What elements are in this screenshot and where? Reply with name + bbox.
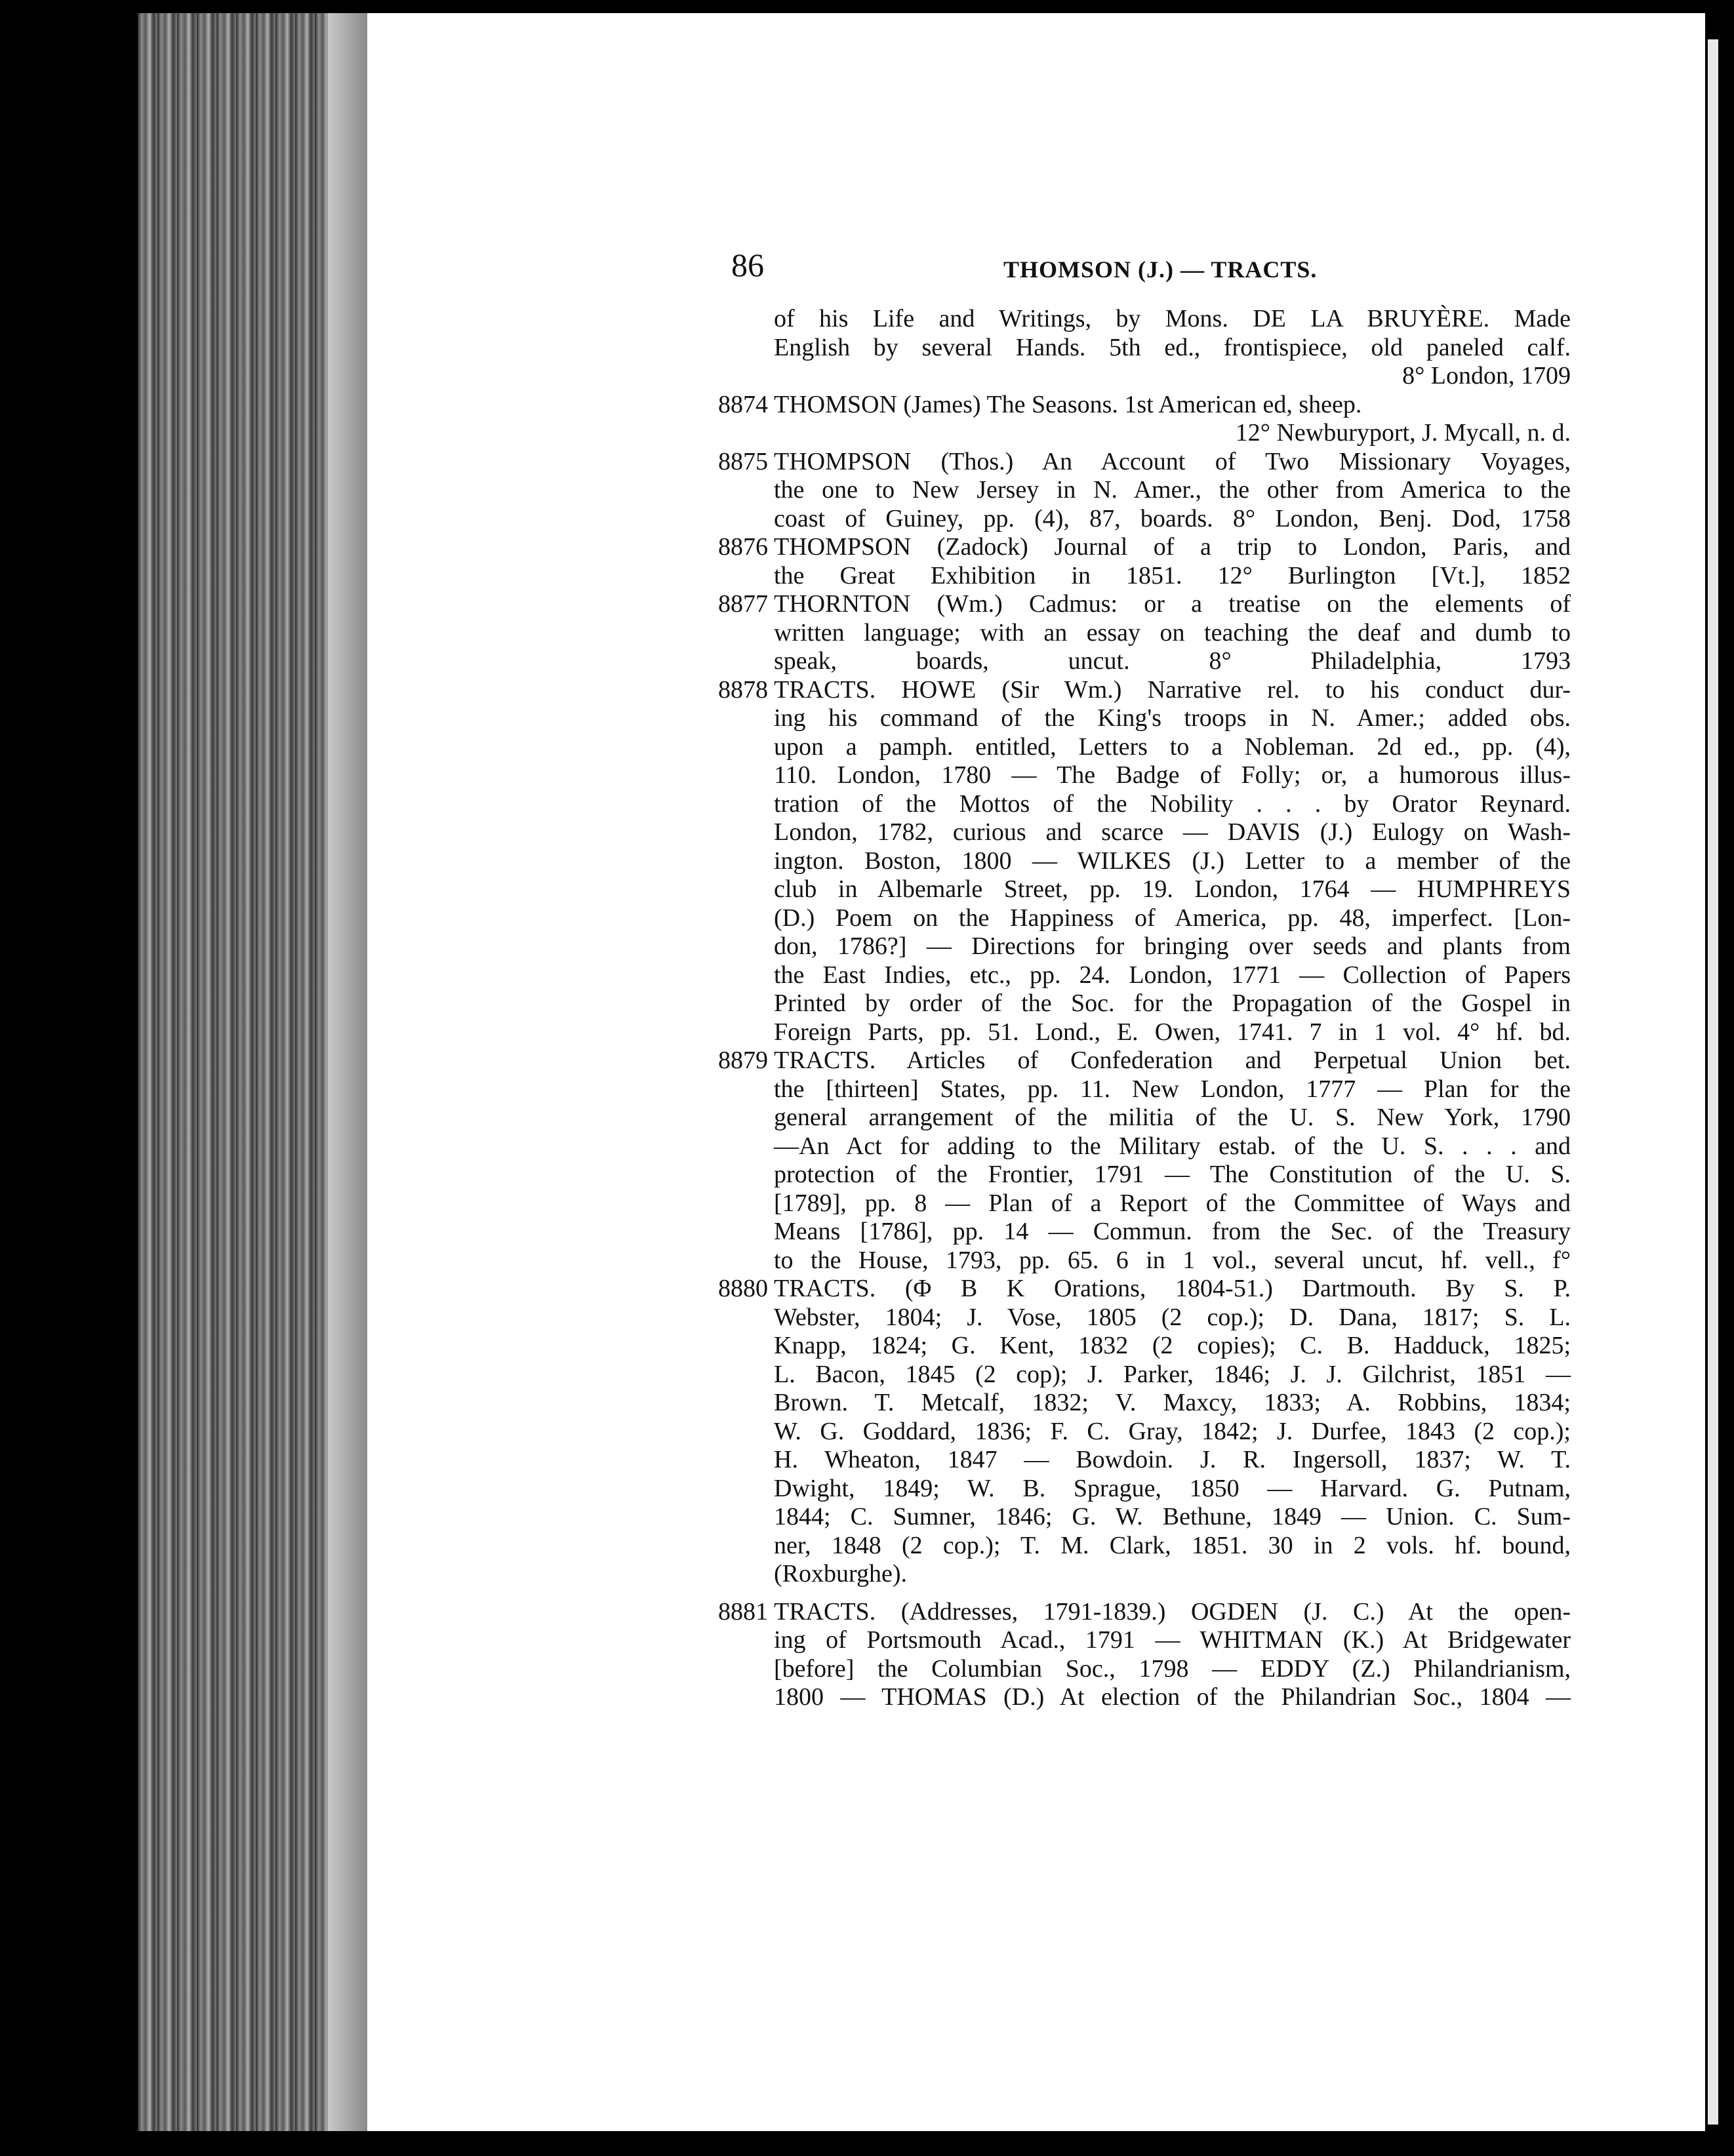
- lot-number: 8876: [718, 533, 768, 561]
- entry-line: [718, 448, 1571, 477]
- line-text: don, 1786?] — Directions for bringing over seeds and plants from: [774, 932, 1571, 960]
- entry-line: [718, 847, 1571, 876]
- line-text: ing his command of the King's troops in N. Amer.; added obs.: [774, 704, 1571, 732]
- line-text: Printed by order of the Soc. for the Propagation of the Gospel in: [774, 989, 1571, 1017]
- entry-line: [718, 704, 1571, 733]
- line-text: [before] the Columbian Soc., 1798 — EDDY (Z.) Philandrianism,: [774, 1654, 1571, 1683]
- entry-line: [718, 1446, 1571, 1475]
- entry-line: [718, 1018, 1571, 1047]
- catalogue-entry: [718, 448, 1571, 534]
- line-text: Dwight, 1849; W. B. Sprague, 1850 — Harvard. G. Putnam,: [774, 1474, 1571, 1502]
- line-text: ing of Portsmouth Acad., 1791 — WHITMAN (K.) At Bridgewater: [774, 1626, 1571, 1654]
- entry-line: [718, 1683, 1571, 1712]
- line-text: (D.) Poem on the Happiness of America, pp. 48, imperfect. [Lon-: [774, 904, 1571, 932]
- line-text: L. Bacon, 1845 (2 cop); J. Parker, 1846; J. J. Gilchrist, 1851 —: [774, 1360, 1571, 1388]
- entry-line: [718, 334, 1571, 363]
- entry-line: [718, 875, 1571, 904]
- line-text: Brown. T. Metcalf, 1832; V. Maxcy, 1833; A. Robbins, 1834;: [774, 1389, 1571, 1416]
- line-text: Foreign Parts, pp. 51. Lond., E. Owen, 1741. 7 in 1 vol. 4° hf. bd.: [774, 1018, 1571, 1046]
- line-text: protection of the Frontier, 1791 — The Constitution of the U. S.: [774, 1161, 1571, 1188]
- catalogue-entry: [718, 391, 1571, 448]
- entry-line: [718, 961, 1571, 990]
- line-text: TRACTS. HOWE (Sir Wm.) Narrative rel. to his conduct dur-: [774, 675, 1571, 704]
- line-text: THOMPSON (Zadock) Journal of a trip to London, Paris, and: [774, 533, 1571, 561]
- entry-line: [718, 619, 1571, 648]
- line-text: Knapp, 1824; G. Kent, 1832 (2 copies); C. B. Hadduck, 1825;: [774, 1332, 1571, 1359]
- line-text: TRACTS. Articles of Confederation and Perpetual Union bet.: [774, 1047, 1571, 1074]
- catalogue-entry: [718, 1275, 1571, 1589]
- entry-line: [718, 1075, 1571, 1104]
- entry-line: [718, 647, 1571, 676]
- catalogue-text: [718, 305, 1571, 1712]
- entry-line: [718, 1626, 1571, 1655]
- entry-line: [718, 1418, 1571, 1447]
- lot-number: 8877: [718, 590, 768, 618]
- entry-line: [718, 562, 1571, 591]
- line-text: coast of Guiney, pp. (4), 87, boards. 8° London, Benj. Dod, 1758: [774, 504, 1571, 532]
- line-text: the one to New Jersey in N. Amer., the other from America to the: [774, 476, 1571, 504]
- entry-line: [718, 362, 1571, 391]
- line-text: written language; with an essay on teaching the deaf and dumb to: [774, 618, 1571, 647]
- entry-line: [718, 1218, 1571, 1247]
- line-text: [1789], pp. 8 — Plan of a Report of the Committee of Ways and: [774, 1189, 1571, 1217]
- entry-line: [718, 932, 1571, 961]
- entry-line: [718, 989, 1571, 1018]
- line-text: Webster, 1804; J. Vose, 1805 (2 cop.); D. Dana, 1817; S. L.: [774, 1303, 1571, 1331]
- line-text: tration of the Mottos of the Nobility . . . by Orator Reynard.: [774, 789, 1571, 818]
- line-text: London, 1782, curious and scarce — DAVIS (J.) Eulogy on Wash-: [774, 818, 1571, 846]
- entry-line: [718, 1361, 1571, 1389]
- line-text: English by several Hands. 5th ed., frontispiece, old paneled calf.: [774, 333, 1571, 361]
- line-text: the [thirteen] States, pp. 11. New London, 1777 — Plan for the: [774, 1075, 1571, 1103]
- entry-line: [718, 419, 1571, 448]
- line-text: W. G. Goddard, 1836; F. C. Gray, 1842; J. Durfee, 1843 (2 cop.);: [774, 1417, 1571, 1445]
- entry-line: [718, 1161, 1571, 1189]
- line-text: ner, 1848 (2 cop.); T. M. Clark, 1851. 30 in 2 vols. hf. bound,: [774, 1531, 1571, 1559]
- entry-line: [718, 1655, 1571, 1684]
- line-text: 1800 — THOMAS (D.) At election of the Philandrian Soc., 1804 —: [774, 1683, 1571, 1711]
- catalogue-entry: [718, 676, 1571, 1047]
- entry-line: [718, 904, 1571, 933]
- line-text: speak, boards, uncut. 8° Philadelphia, 1793: [774, 647, 1571, 675]
- entry-line: [718, 533, 1571, 562]
- entry-line: [718, 761, 1571, 790]
- entry-line: [718, 1389, 1571, 1418]
- catalogue-entry: [718, 1598, 1571, 1712]
- line-text: to the House, 1793, pp. 65. 6 in 1 vol., several uncut, hf. vell., f°: [774, 1246, 1571, 1274]
- line-text: club in Albemarle Street, pp. 19. London, 1764 — HUMPHREYS: [774, 875, 1571, 903]
- entry-line: [718, 1503, 1571, 1532]
- line-text: 12° Newburyport, J. Mycall, n. d.: [1235, 419, 1571, 447]
- line-text: THORNTON (Wm.) Cadmus: or a treatise on the elements of: [774, 590, 1571, 618]
- line-text: the Great Exhibition in 1851. 12° Burlington [Vt.], 1852: [774, 561, 1571, 589]
- entry-line: [718, 1532, 1571, 1561]
- line-text: Means [1786], pp. 14 — Commun. from the Sec. of the Treasury: [774, 1218, 1571, 1245]
- line-text: 1844; C. Sumner, 1846; G. W. Bethune, 1849 — Union. C. Sum-: [774, 1503, 1571, 1530]
- lot-number: 8874: [718, 390, 768, 418]
- line-text: H. Wheaton, 1847 — Bowdoin. J. R. Ingersoll, 1837; W. T.: [774, 1446, 1571, 1473]
- entry-line: [718, 590, 1571, 619]
- entry-gap: [718, 1589, 1571, 1598]
- line-text: upon a pamph. entitled, Letters to a Nobleman. 2d ed., pp. (4),: [774, 732, 1571, 761]
- entry-line: [718, 1475, 1571, 1504]
- entry-line: [718, 818, 1571, 847]
- line-text: of his Life and Writings, by Mons. DE LA BRUYÈRE. Made: [774, 305, 1571, 332]
- line-text: THOMPSON (Thos.) An Account of Two Missionary Voyages,: [774, 447, 1571, 475]
- line-text: the East Indies, etc., pp. 24. London, 1771 — Collection of Papers: [774, 961, 1571, 989]
- lot-number: 8878: [718, 675, 768, 704]
- lot-number: 8881: [718, 1597, 768, 1626]
- entry-line: [718, 733, 1571, 762]
- entry-line: [718, 790, 1571, 819]
- line-text: THOMSON (James) The Seasons. 1st American ed, sheep.: [774, 390, 1362, 418]
- entry-line: [718, 1304, 1571, 1332]
- page-number: 86: [731, 247, 764, 283]
- entry-line: [718, 391, 1571, 420]
- entry-line: [718, 1560, 1571, 1589]
- entry-line: [718, 505, 1571, 534]
- catalogue-entry: [718, 590, 1571, 676]
- entry-line: [718, 305, 1571, 334]
- line-text: TRACTS. (Φ B K Orations, 1804-51.) Dartmouth. By S. P.: [774, 1275, 1571, 1302]
- entry-line: [718, 1332, 1571, 1361]
- entry-line: [718, 1189, 1571, 1218]
- running-head: THOMSON (J.) — TRACTS.: [1003, 256, 1318, 283]
- entry-line: [718, 476, 1571, 505]
- line-text: 8° London, 1709: [1402, 362, 1571, 389]
- entry-line: [718, 676, 1571, 705]
- entry-line: [718, 1598, 1571, 1627]
- page-gutter-shadow: [328, 13, 367, 2131]
- lot-number: 8880: [718, 1275, 768, 1302]
- line-text: TRACTS. (Addresses, 1791-1839.) OGDEN (J. C.) At the open-: [774, 1597, 1571, 1626]
- entry-line: [718, 1047, 1571, 1075]
- line-text: —An Act for adding to the Military estab. of the U. S. . . . and: [774, 1132, 1571, 1160]
- line-text: ington. Boston, 1800 — WILKES (J.) Letter to a member of the: [774, 847, 1571, 875]
- lot-number: 8875: [718, 447, 768, 475]
- entry-line: [718, 1275, 1571, 1304]
- line-text: general arrangement of the militia of the U. S. New York, 1790: [774, 1104, 1571, 1131]
- entry-line: [718, 1132, 1571, 1161]
- lot-number: 8879: [718, 1047, 768, 1074]
- entry-line: [718, 1104, 1571, 1132]
- catalogue-entry: [718, 533, 1571, 590]
- next-page-edge: [1708, 39, 1718, 2125]
- entry-line: [718, 1247, 1571, 1275]
- catalogue-entry: [718, 1047, 1571, 1275]
- line-text: 110. London, 1780 — The Badge of Folly; or, a humorous illus-: [774, 761, 1571, 789]
- line-text: (Roxburghe).: [774, 1560, 907, 1587]
- catalogue-entry: [718, 305, 1571, 391]
